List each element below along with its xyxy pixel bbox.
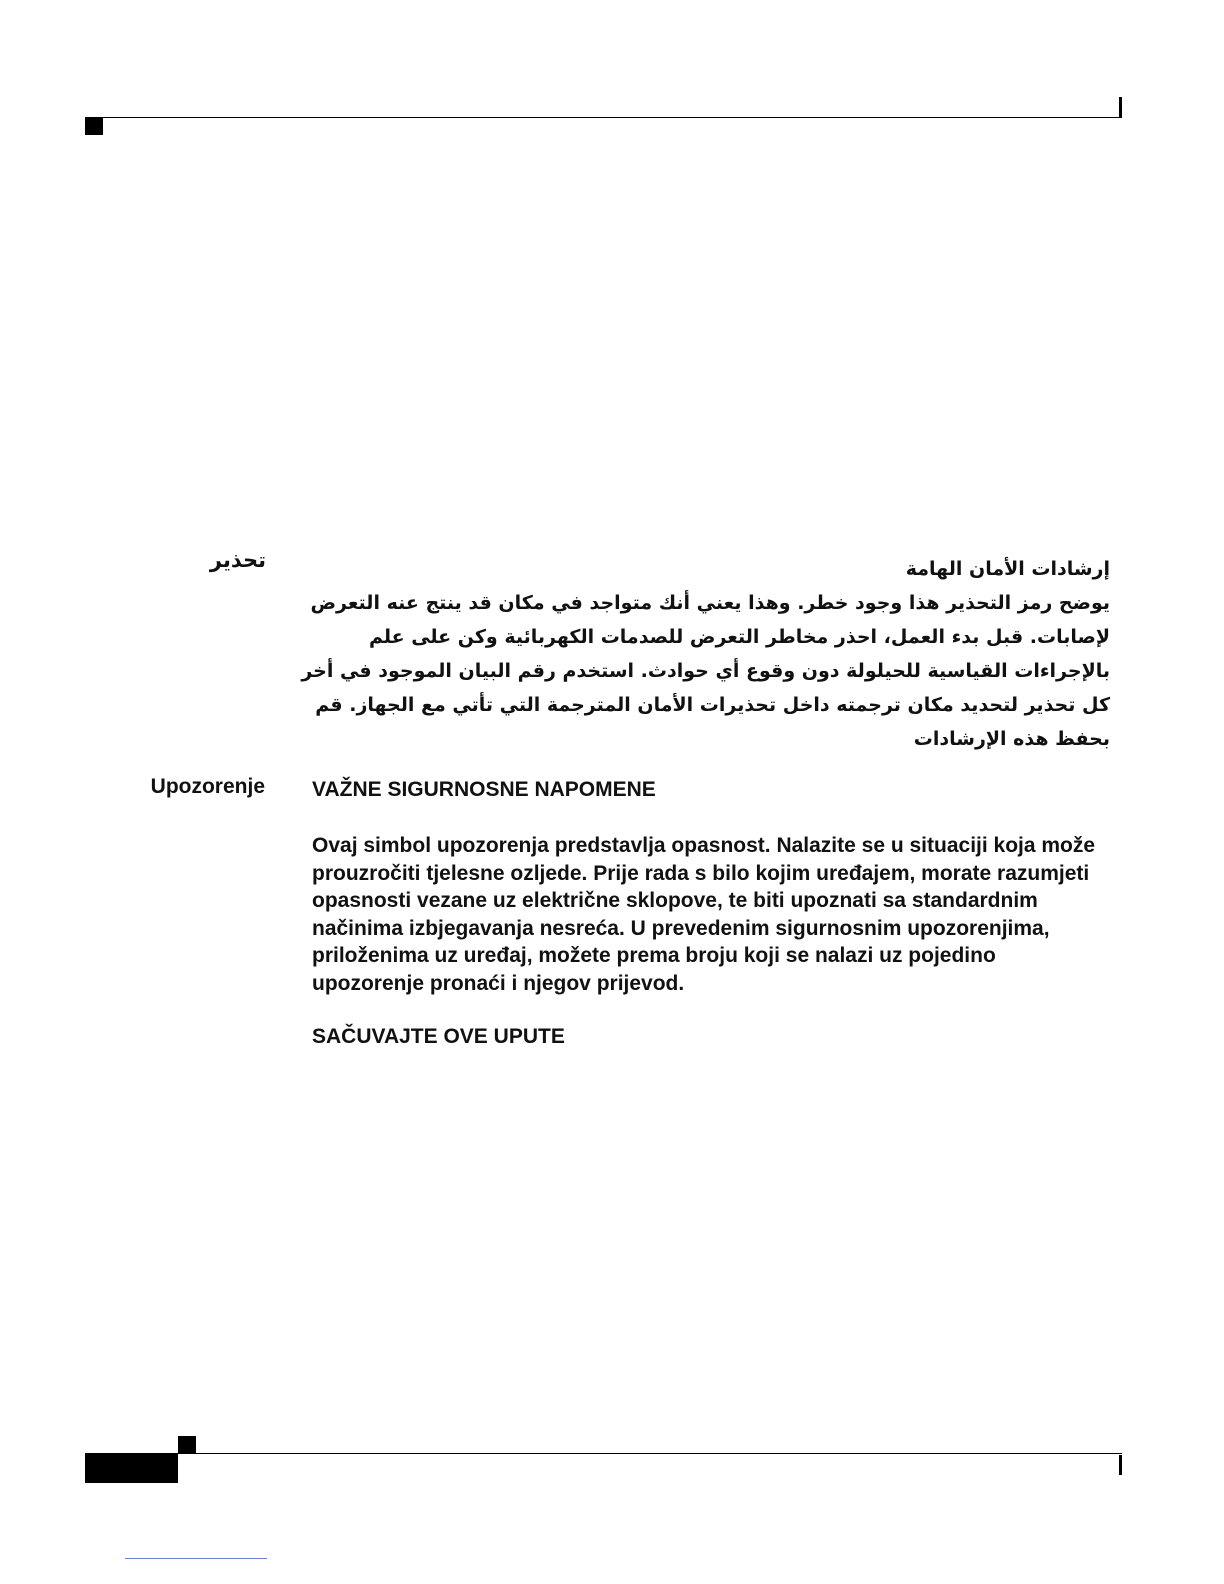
croatian-warning-title: VAŽNE SIGURNOSNE NAPOMENE [312,778,656,801]
arabic-warning-label: تحذير [209,548,266,572]
header-rule [85,117,1122,118]
croatian-warning-label: Upozorenje [150,775,265,798]
header-tick-mark [1119,97,1122,118]
croatian-save-instructions: SAČUVAJTE OVE UPUTE [312,1025,565,1048]
footer-page-number-block [85,1453,178,1483]
footer-corner-mark [178,1436,196,1454]
arabic-warning-text [300,552,1110,756]
footer-rule [85,1453,1122,1454]
croatian-warning-body: Ovaj simbol upozorenja predstavlja opasnost. Nalazite se u situaciji koja može prouzročiti tjelesne ozljede. Prije rada s bilo kojim uređajem, morate razumjeti opasnosti vezane uz električne sklopove, te biti upoznati sa standardnim načinima izbjegavanja nesreća. U prevedenim sigurnosnim upozorenjima, priloženima uz uređaj, možete prema broju koji se nalazi uz pojedino upozorenje pronaći i njegov prijevod. [312,834,1096,995]
footer-link-underline [125,1558,267,1559]
footer-tick-mark [1119,1455,1122,1475]
arabic-warning-title: إرشادات الأمان الهامة [905,558,1110,580]
header-corner-mark [85,117,103,135]
arabic-warning-body: يوضح رمز التحذير هذا وجود خطر. وهذا يعني أنك متواجد في مكان قد ينتج عنه التعرض لإصابات. قبل بدء العمل، احذر مخاطر التعرض للصدمات الكهربائية وكن على علم بالإجراءات القياسية للحيلولة دون وقوع أي حوادث. استخدم رقم البيان الموجود في أخر كل تحذير لتحديد مكان ترجمته داخل تحذيرات الأمان المترجمة التي تأتي مع الجهاز. قم بحفظ هذه الإرشادات [301,592,1110,750]
